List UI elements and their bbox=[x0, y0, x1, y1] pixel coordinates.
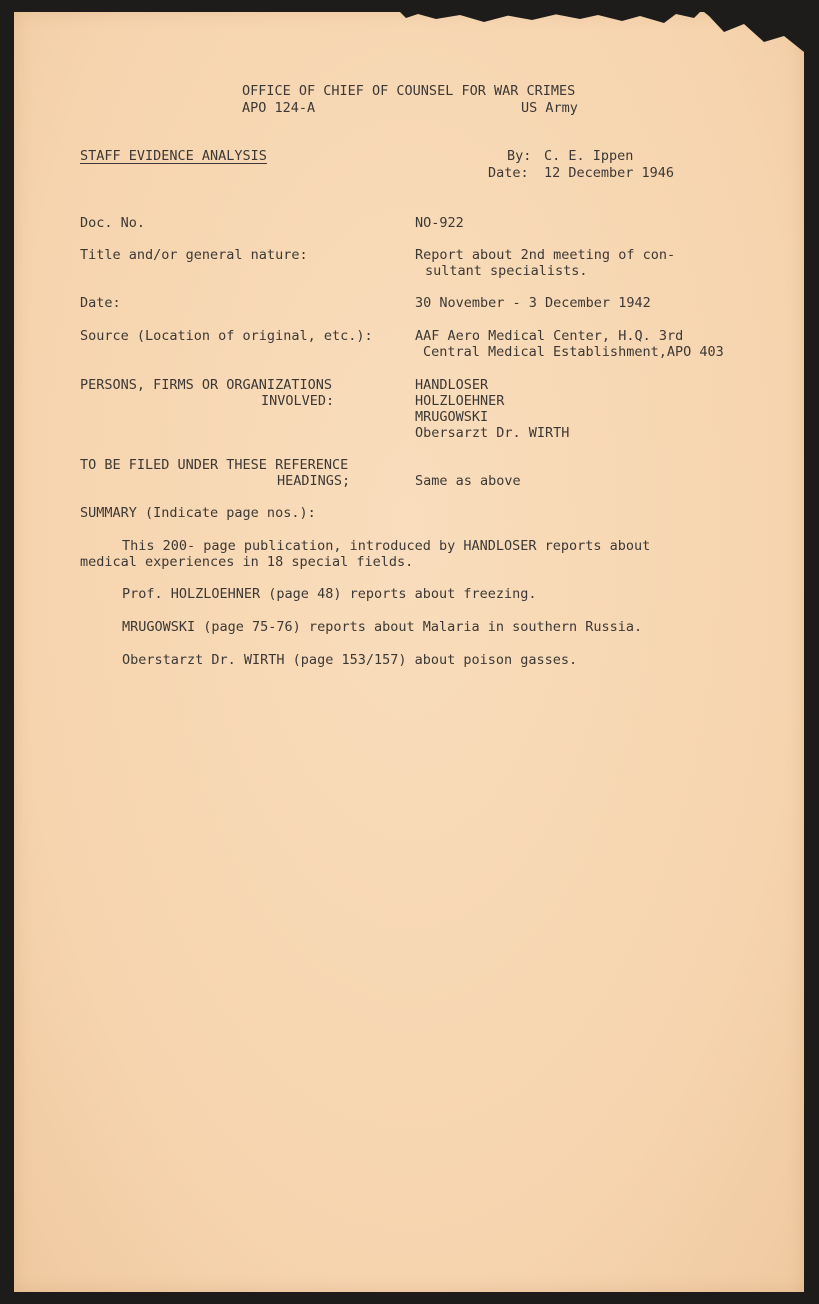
summary-label: SUMMARY (Indicate page nos.): bbox=[80, 505, 316, 521]
filed-label-line-2: HEADINGS; bbox=[277, 473, 351, 489]
filed-label-line-1: TO BE FILED UNDER THESE REFERENCE bbox=[80, 457, 349, 473]
army-label: US Army bbox=[521, 100, 578, 116]
doc-date-label: Date: bbox=[80, 295, 121, 311]
office-heading: OFFICE OF CHIEF OF COUNSEL FOR WAR CRIMES bbox=[242, 83, 576, 99]
source-value-line-1: AAF Aero Medical Center, H.Q. 3rd bbox=[415, 328, 684, 344]
person-item: Obersarzt Dr. WIRTH bbox=[415, 425, 570, 441]
title-value-line-1: Report about 2nd meeting of con- bbox=[415, 247, 676, 263]
source-value-line-2: Central Medical Establishment,APO 403 bbox=[423, 344, 724, 360]
persons-label-line-2: INVOLVED: bbox=[261, 393, 335, 409]
torn-corner bbox=[704, 12, 804, 52]
title-value-line-2: sultant specialists. bbox=[425, 263, 588, 279]
torn-edge bbox=[400, 12, 700, 32]
analysis-date-label: Date: bbox=[488, 165, 529, 181]
by-value: C. E. Ippen bbox=[544, 148, 634, 164]
doc-no-label: Doc. No. bbox=[80, 215, 146, 231]
summary-para-2: Prof. HOLZLOEHNER (page 48) reports about freezing. bbox=[122, 586, 537, 602]
analysis-date-value: 12 December 1946 bbox=[544, 165, 675, 181]
by-label: By: bbox=[507, 148, 532, 164]
source-label: Source (Location of original, etc.): bbox=[80, 328, 373, 344]
person-item: HOLZLOEHNER bbox=[415, 393, 505, 409]
document-page bbox=[14, 12, 804, 1292]
summary-para-4: Oberstarzt Dr. WIRTH (page 153/157) about poison gasses. bbox=[122, 652, 578, 668]
summary-para-1-line-1: This 200- page publication, introduced by HANDLOSER reports about bbox=[122, 538, 651, 554]
doc-no-value: NO-922 bbox=[415, 215, 464, 231]
person-item: MRUGOWSKI bbox=[415, 409, 489, 425]
doc-date-value: 30 November - 3 December 1942 bbox=[415, 295, 651, 311]
apo-number: APO 124-A bbox=[242, 100, 316, 116]
title-label: Title and/or general nature: bbox=[80, 247, 308, 263]
person-item: HANDLOSER bbox=[415, 377, 489, 393]
summary-para-1-line-2: medical experiences in 18 special fields. bbox=[80, 554, 414, 570]
summary-para-3: MRUGOWSKI (page 75-76) reports about Malaria in southern Russia. bbox=[122, 619, 643, 635]
persons-label-line-1: PERSONS, FIRMS OR ORGANIZATIONS bbox=[80, 377, 332, 393]
analysis-title: STAFF EVIDENCE ANALYSIS bbox=[80, 148, 267, 164]
filed-value: Same as above bbox=[415, 473, 521, 489]
